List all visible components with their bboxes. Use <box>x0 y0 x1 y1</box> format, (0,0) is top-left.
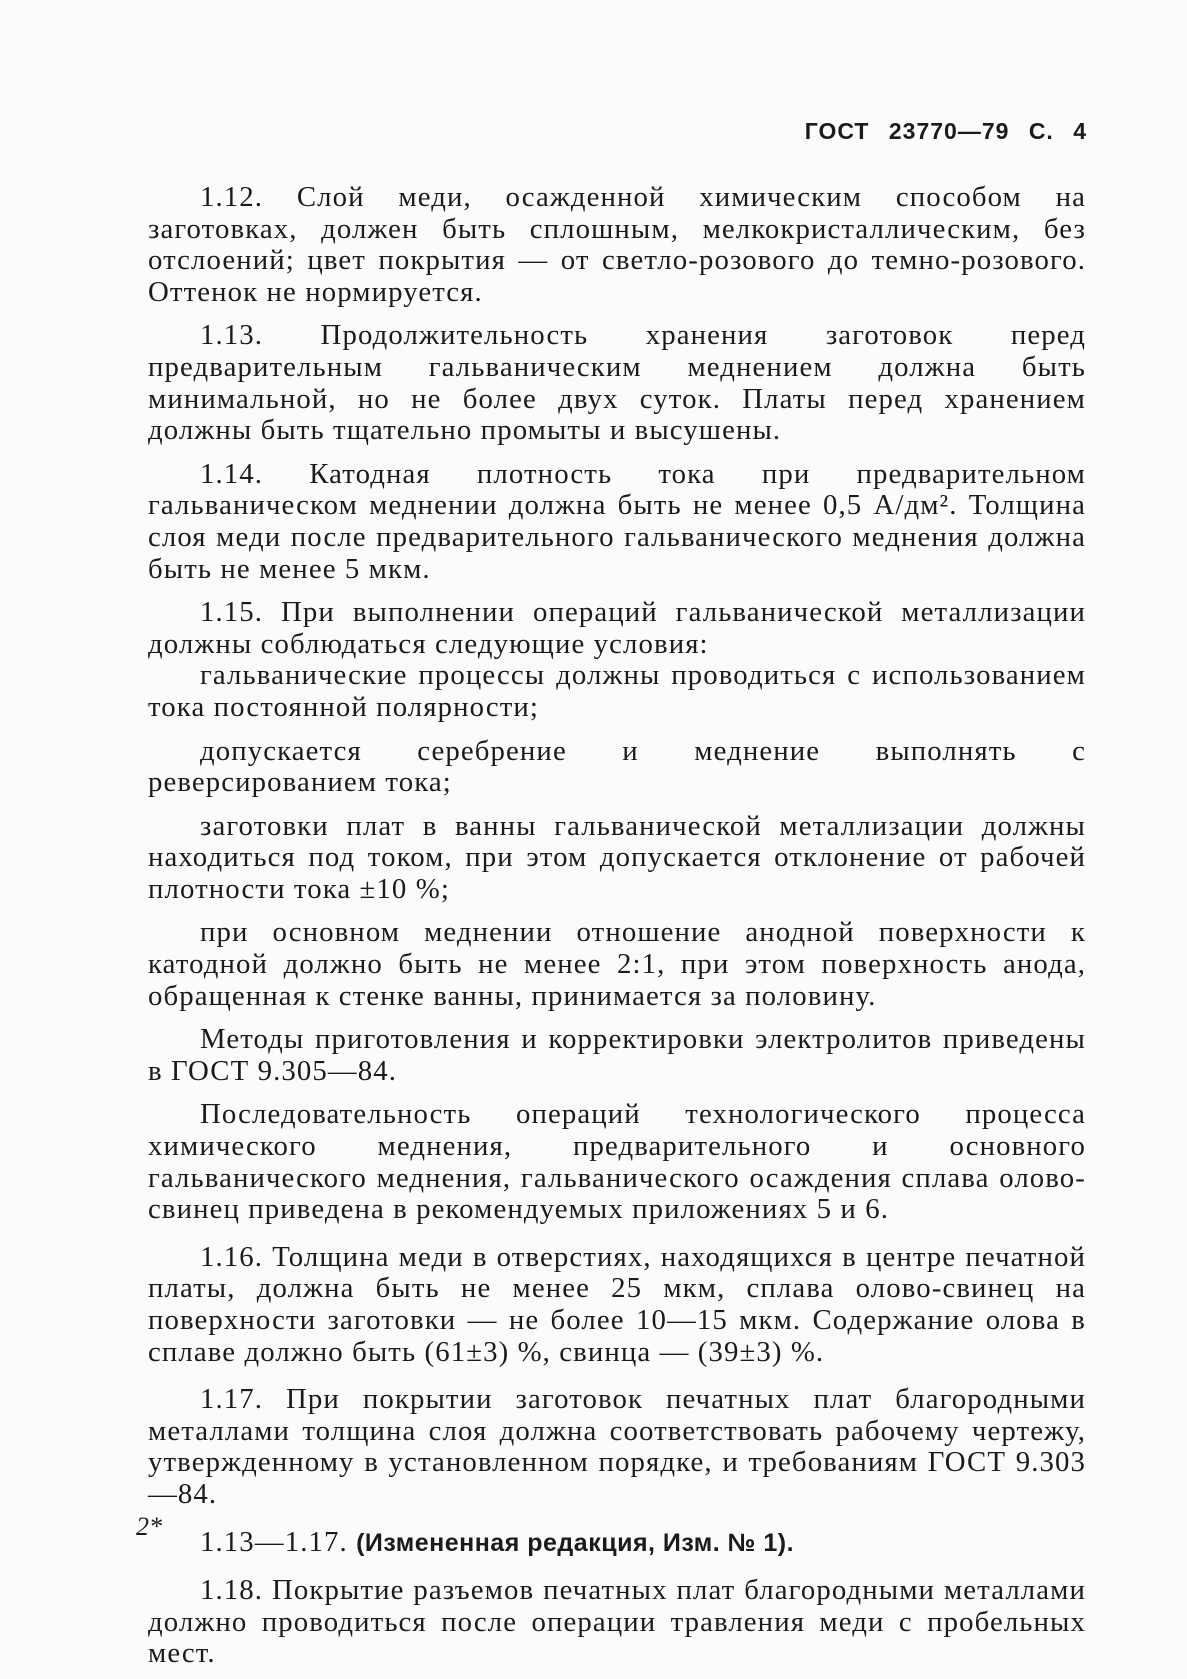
clause-1-15-item: при основном меднении отношение анодной поверхности к катодной должно быть не менее 2:1, при этом поверхность анода, обращенная к стенке ванны, принимается за половину. <box>148 916 1086 1012</box>
clause-1-16: 1.16. Толщина меди в отверстиях, находящихся в центре печатной платы, должна быть не менее 25 мкм, сплава олово-свинец на поверхности заготовки — не более 10—15 мкм. Содержание олова в сплаве должно быть (61±3) %, свинца — (39±3) %. <box>148 1240 1086 1368</box>
clause-1-15-item: допускается серебрение и меднение выполнять с реверсированием тока; <box>148 734 1086 799</box>
clause-1-13: 1.13. Продолжительность хранения заготовок перед предварительным гальваническим меднением должна быть минимальной, но не более двух суток. Платы перед хранением должны быть тщательно промыты и высушены. <box>148 319 1086 447</box>
document-body <box>148 182 1086 1670</box>
clause-1-17: 1.17. При покрытии заготовок печатных плат благородными металлами толщина слоя должна соответствовать рабочему чертежу, утвержденному в установленном порядке, и требованиям ГОСТ 9.303—84. <box>148 1383 1086 1510</box>
sequence-paragraph: Последовательность операций технологического процесса химического меднения, предварительного и основного гальванического меднения, гальванического осаждения сплава олово-свинец приведена в рекомендуемых приложениях 5 и 6. <box>148 1098 1086 1226</box>
page-number: С. 4 <box>1028 118 1087 144</box>
signature-mark: 2* <box>136 1512 162 1541</box>
clause-1-15-item: заготовки плат в ванны гальванической металлизации должны находиться под током, при этом допускается отклонение от рабочей плотности тока ±10 %; <box>148 809 1086 905</box>
amendment-range: 1.13—1.17. <box>200 1525 348 1558</box>
clause-1-15: 1.15. При выполнении операций гальванической металлизации должны соблюдаться следующие условия: <box>148 596 1086 660</box>
clause-1-14: 1.14. Катодная плотность тока при предварительном гальваническом меднении должна быть не менее 0,5 А/дм². Толщина слоя меди после предварительного гальванического меднения должна быть не менее 5 мкм. <box>148 457 1086 585</box>
amendment-label: (Измененная редакция, Изм. № 1). <box>356 1528 795 1557</box>
clause-1-15-item: гальванические процессы должны проводиться с использованием тока постоянной полярности; <box>148 659 1086 723</box>
clause-1-18: 1.18. Покрытие разъемов печатных плат благородными металлами должно проводиться после операции травления меди с пробельных мест. <box>148 1574 1086 1670</box>
methods-paragraph: Методы приготовления и корректировки электролитов приведены в ГОСТ 9.305—84. <box>148 1023 1086 1087</box>
page-header <box>805 118 1087 145</box>
amendment-note <box>148 1527 1086 1560</box>
standard-number: ГОСТ 23770—79 <box>804 118 1010 144</box>
clause-1-12: 1.12. Слой меди, осажденной химическим способом на заготовках, должен быть сплошным, мелкокристаллическим, без отслоений; цвет покрытия — от светло-розового до темно-розового. Оттенок не нормируется. <box>148 181 1086 308</box>
